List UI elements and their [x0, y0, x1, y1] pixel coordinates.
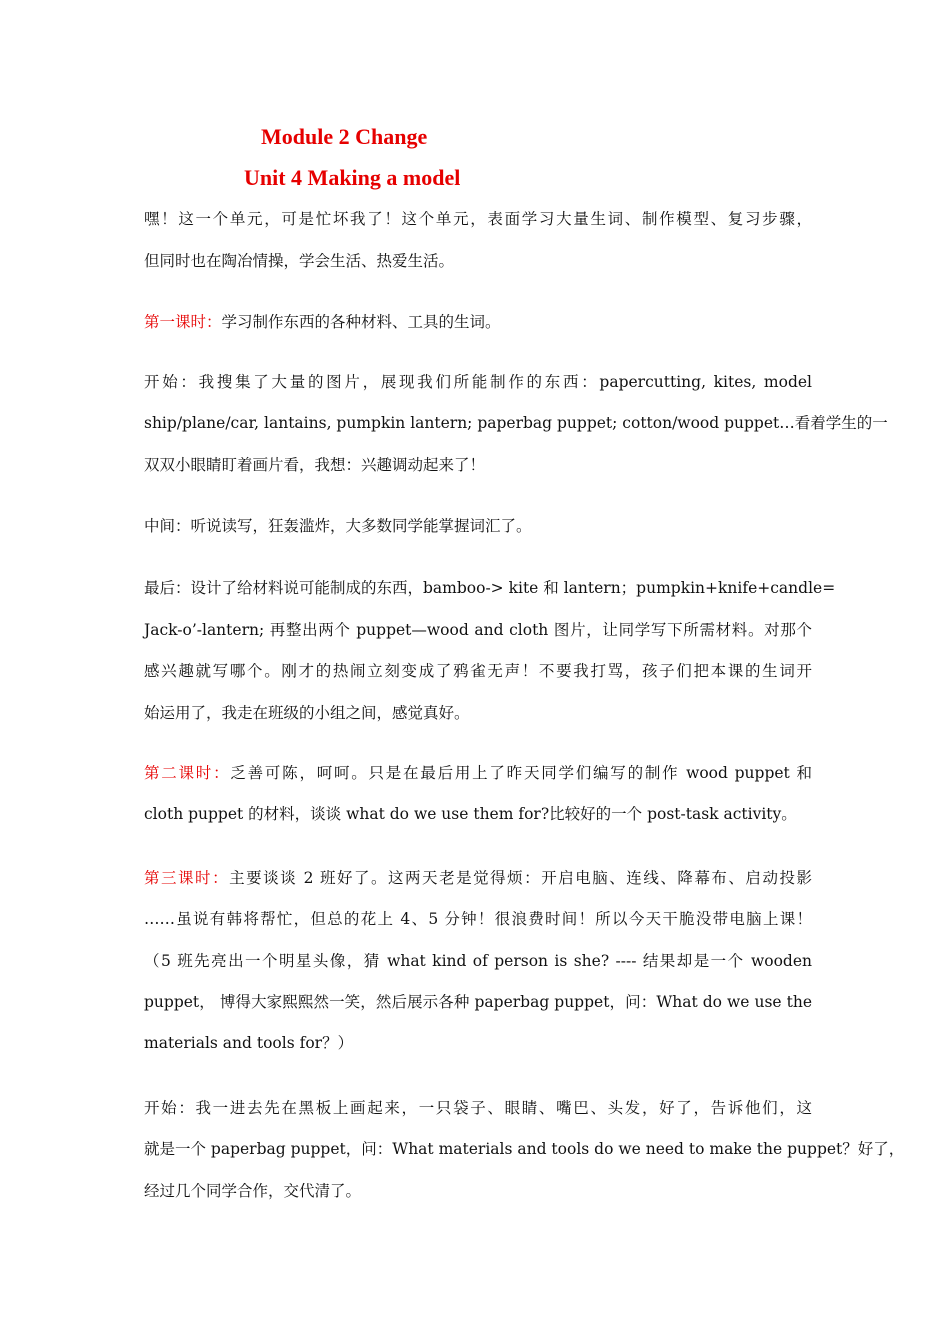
lesson-2-paragraph [144, 762, 812, 784]
end1-line-1: 最后：设计了给材料说可能制成的东西，bamboo-> kite 和 lantern；pumpkin+knife+candle= [144, 579, 836, 597]
start3-line-3: 经过几个同学合作，交代清了。 [144, 1182, 362, 1200]
module-title: Module 2 Change [261, 124, 428, 149]
start3-line-2: 就是一个 paperbag puppet，问：What materials and tools do we need to make the puppet？好了， [144, 1140, 905, 1158]
lesson-2-line-2: cloth puppet 的材料，谈谈 what do we use them for?比较好的一个 post-task activity。 [144, 805, 797, 823]
lesson-3-line-4: puppet， 博得大家熙熙然一笑，然后展示各种 paperbag puppet，问：What do we use the [144, 993, 812, 1011]
start1-line-1: 开始：我搜集了大量的图片，展现我们所能制作的东西：papercutting, kites, model [144, 373, 812, 391]
lesson-3-label: 第三课时： [144, 869, 230, 887]
intro-line-2: 但同时也在陶冶情操，学会生活、热爱生活。 [144, 252, 455, 270]
lesson-2-label: 第二课时： [144, 764, 231, 782]
lesson-3-line-2: ……虽说有韩将帮忙，但总的花上 4、5 分钟！很浪费时间！所以今天干脆没带电脑上课！ [144, 910, 812, 928]
start3-line-1: 开始：我一进去先在黑板上画起来，一只袋子、眼睛、嘴巴、头发，好了，告诉他们，这 [144, 1099, 812, 1117]
end1-line-2: Jack-o’-lantern; 再整出两个 puppet—wood and cloth 图片，让同学写下所需材料。对那个 [144, 621, 812, 639]
middle1-line: 中间：听说读写，狂轰滥炸，大多数同学能掌握词汇了。 [144, 517, 532, 535]
lesson-1-label: 第一课时： [144, 313, 222, 331]
lesson-1-paragraph [144, 311, 812, 333]
lesson-1-text: 学习制作东西的各种材料、工具的生词。 [221, 313, 501, 331]
end1-line-3: 感兴趣就写哪个。刚才的热闹立刻变成了鸦雀无声！不要我打骂，孩子们把本课的生词开 [144, 662, 812, 680]
intro-line-1: 嘿！这一个单元，可是忙坏我了！这个单元，表面学习大量生词、制作模型、复习步骤， [144, 210, 812, 228]
lesson-3-paragraph [144, 867, 812, 889]
lesson-2-line-1: 乏善可陈，呵呵。只是在最后用上了昨天同学们编写的制作 wood puppet 和 [230, 764, 812, 782]
end1-line-4: 始运用了，我走在班级的小组之间，感觉真好。 [144, 704, 470, 722]
start1-line-2: ship/plane/car, lantains, pumpkin lantern; paperbag puppet; cotton/wood puppet…看着学生的一 [144, 414, 888, 432]
start1-line-3: 双双小眼睛盯着画片看，我想：兴趣调动起来了！ [144, 456, 486, 474]
lesson-3-line-1: 主要谈谈 2 班好了。这两天老是觉得烦：开启电脑、连线、降幕布、启动投影 [229, 869, 812, 887]
lesson-3-line-5: materials and tools for？） [144, 1034, 354, 1052]
unit-title: Unit 4 Making a model [244, 165, 461, 190]
lesson-3-line-3: （5 班先亮出一个明星头像，猜 what kind of person is she? ---- 结果却是一个 wooden [144, 952, 812, 970]
